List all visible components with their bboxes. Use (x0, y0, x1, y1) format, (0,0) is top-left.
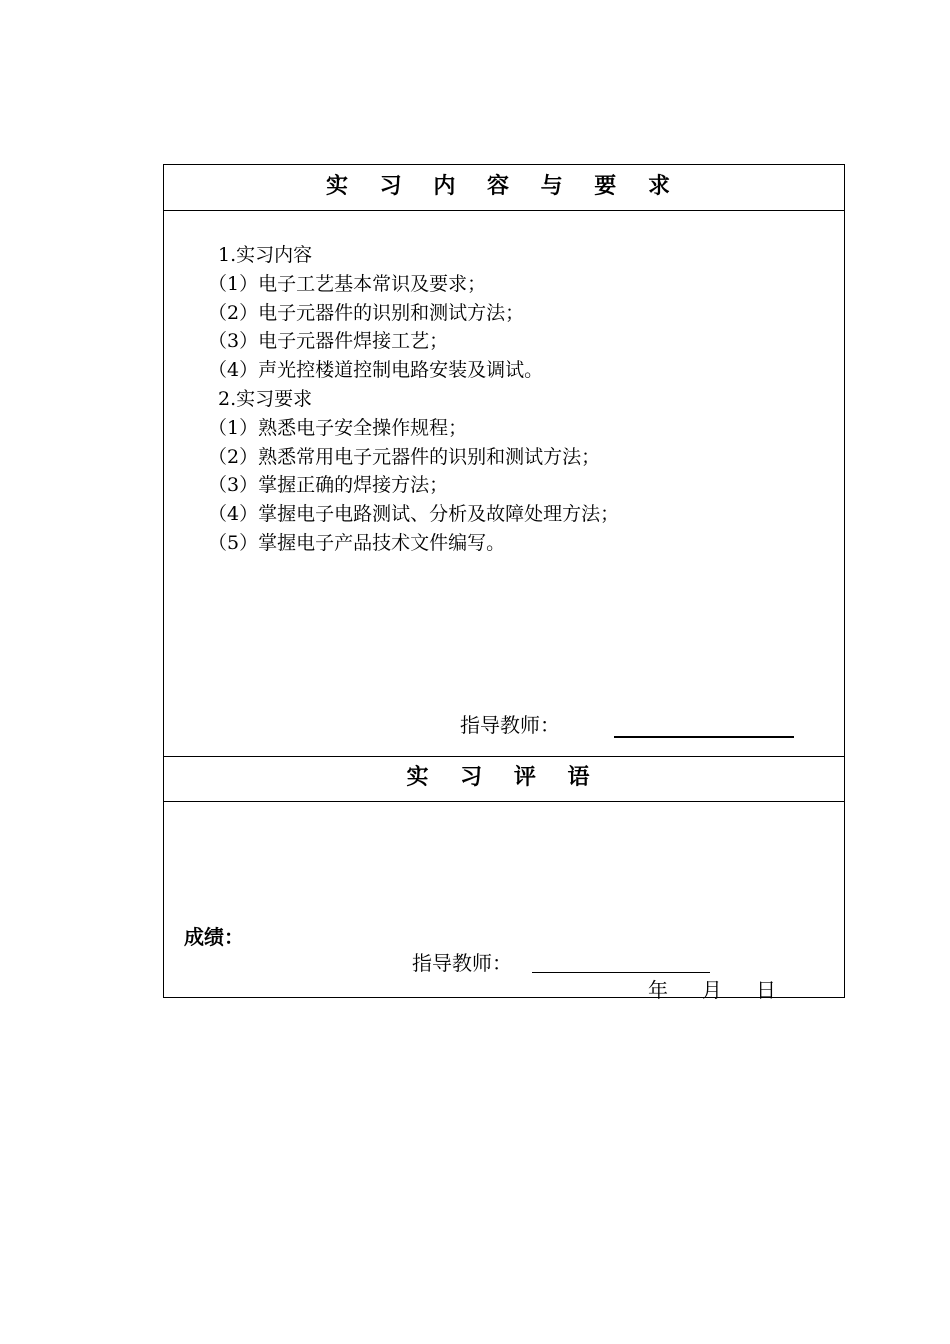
content-item: （4）声光控楼道控制电路安装及调试。 (208, 359, 544, 382)
teacher-signature-row (460, 709, 560, 738)
date-row (648, 974, 776, 1003)
teacher-label: 指导教师： (412, 951, 512, 975)
content-item: （3）电子元器件焊接工艺； (208, 330, 449, 353)
requirement-item: （2）熟悉常用电子元器件的识别和测试方法； (208, 445, 601, 468)
section-title-comments: 实 习 评 语 (406, 765, 602, 790)
divider (164, 801, 844, 802)
teacher-signature-line[interactable] (614, 736, 794, 738)
content-item: （1）电子工艺基本常识及要求； (208, 272, 487, 295)
year-label: 年 (648, 978, 668, 1002)
requirement-item: （5）掌握电子产品技术文件编写。 (208, 531, 506, 554)
requirement-item: （1）熟悉电子安全操作规程； (208, 416, 468, 439)
divider (164, 756, 844, 757)
teacher-signature-line[interactable] (532, 972, 710, 973)
section-title-content-requirements: 实 习 内 容 与 要 求 (326, 174, 682, 199)
content-item: （2）电子元器件的识别和测试方法； (208, 301, 525, 324)
requirement-item: （4）掌握电子电路测试、分析及故障处理方法； (208, 503, 620, 526)
requirement-item: （3）掌握正确的焊接方法； (208, 474, 449, 497)
score-label: 成绩： (184, 925, 244, 949)
content-heading: 1.实习内容 (218, 244, 313, 266)
month-label: 月 (702, 978, 722, 1002)
teacher-label: 指导教师： (460, 713, 560, 737)
teacher-signature-row (412, 947, 512, 976)
divider (164, 210, 844, 211)
requirement-heading: 2.实习要求 (218, 387, 313, 410)
content-requirements-body (208, 241, 620, 558)
day-label: 日 (756, 978, 776, 1002)
internship-form (163, 164, 845, 1002)
